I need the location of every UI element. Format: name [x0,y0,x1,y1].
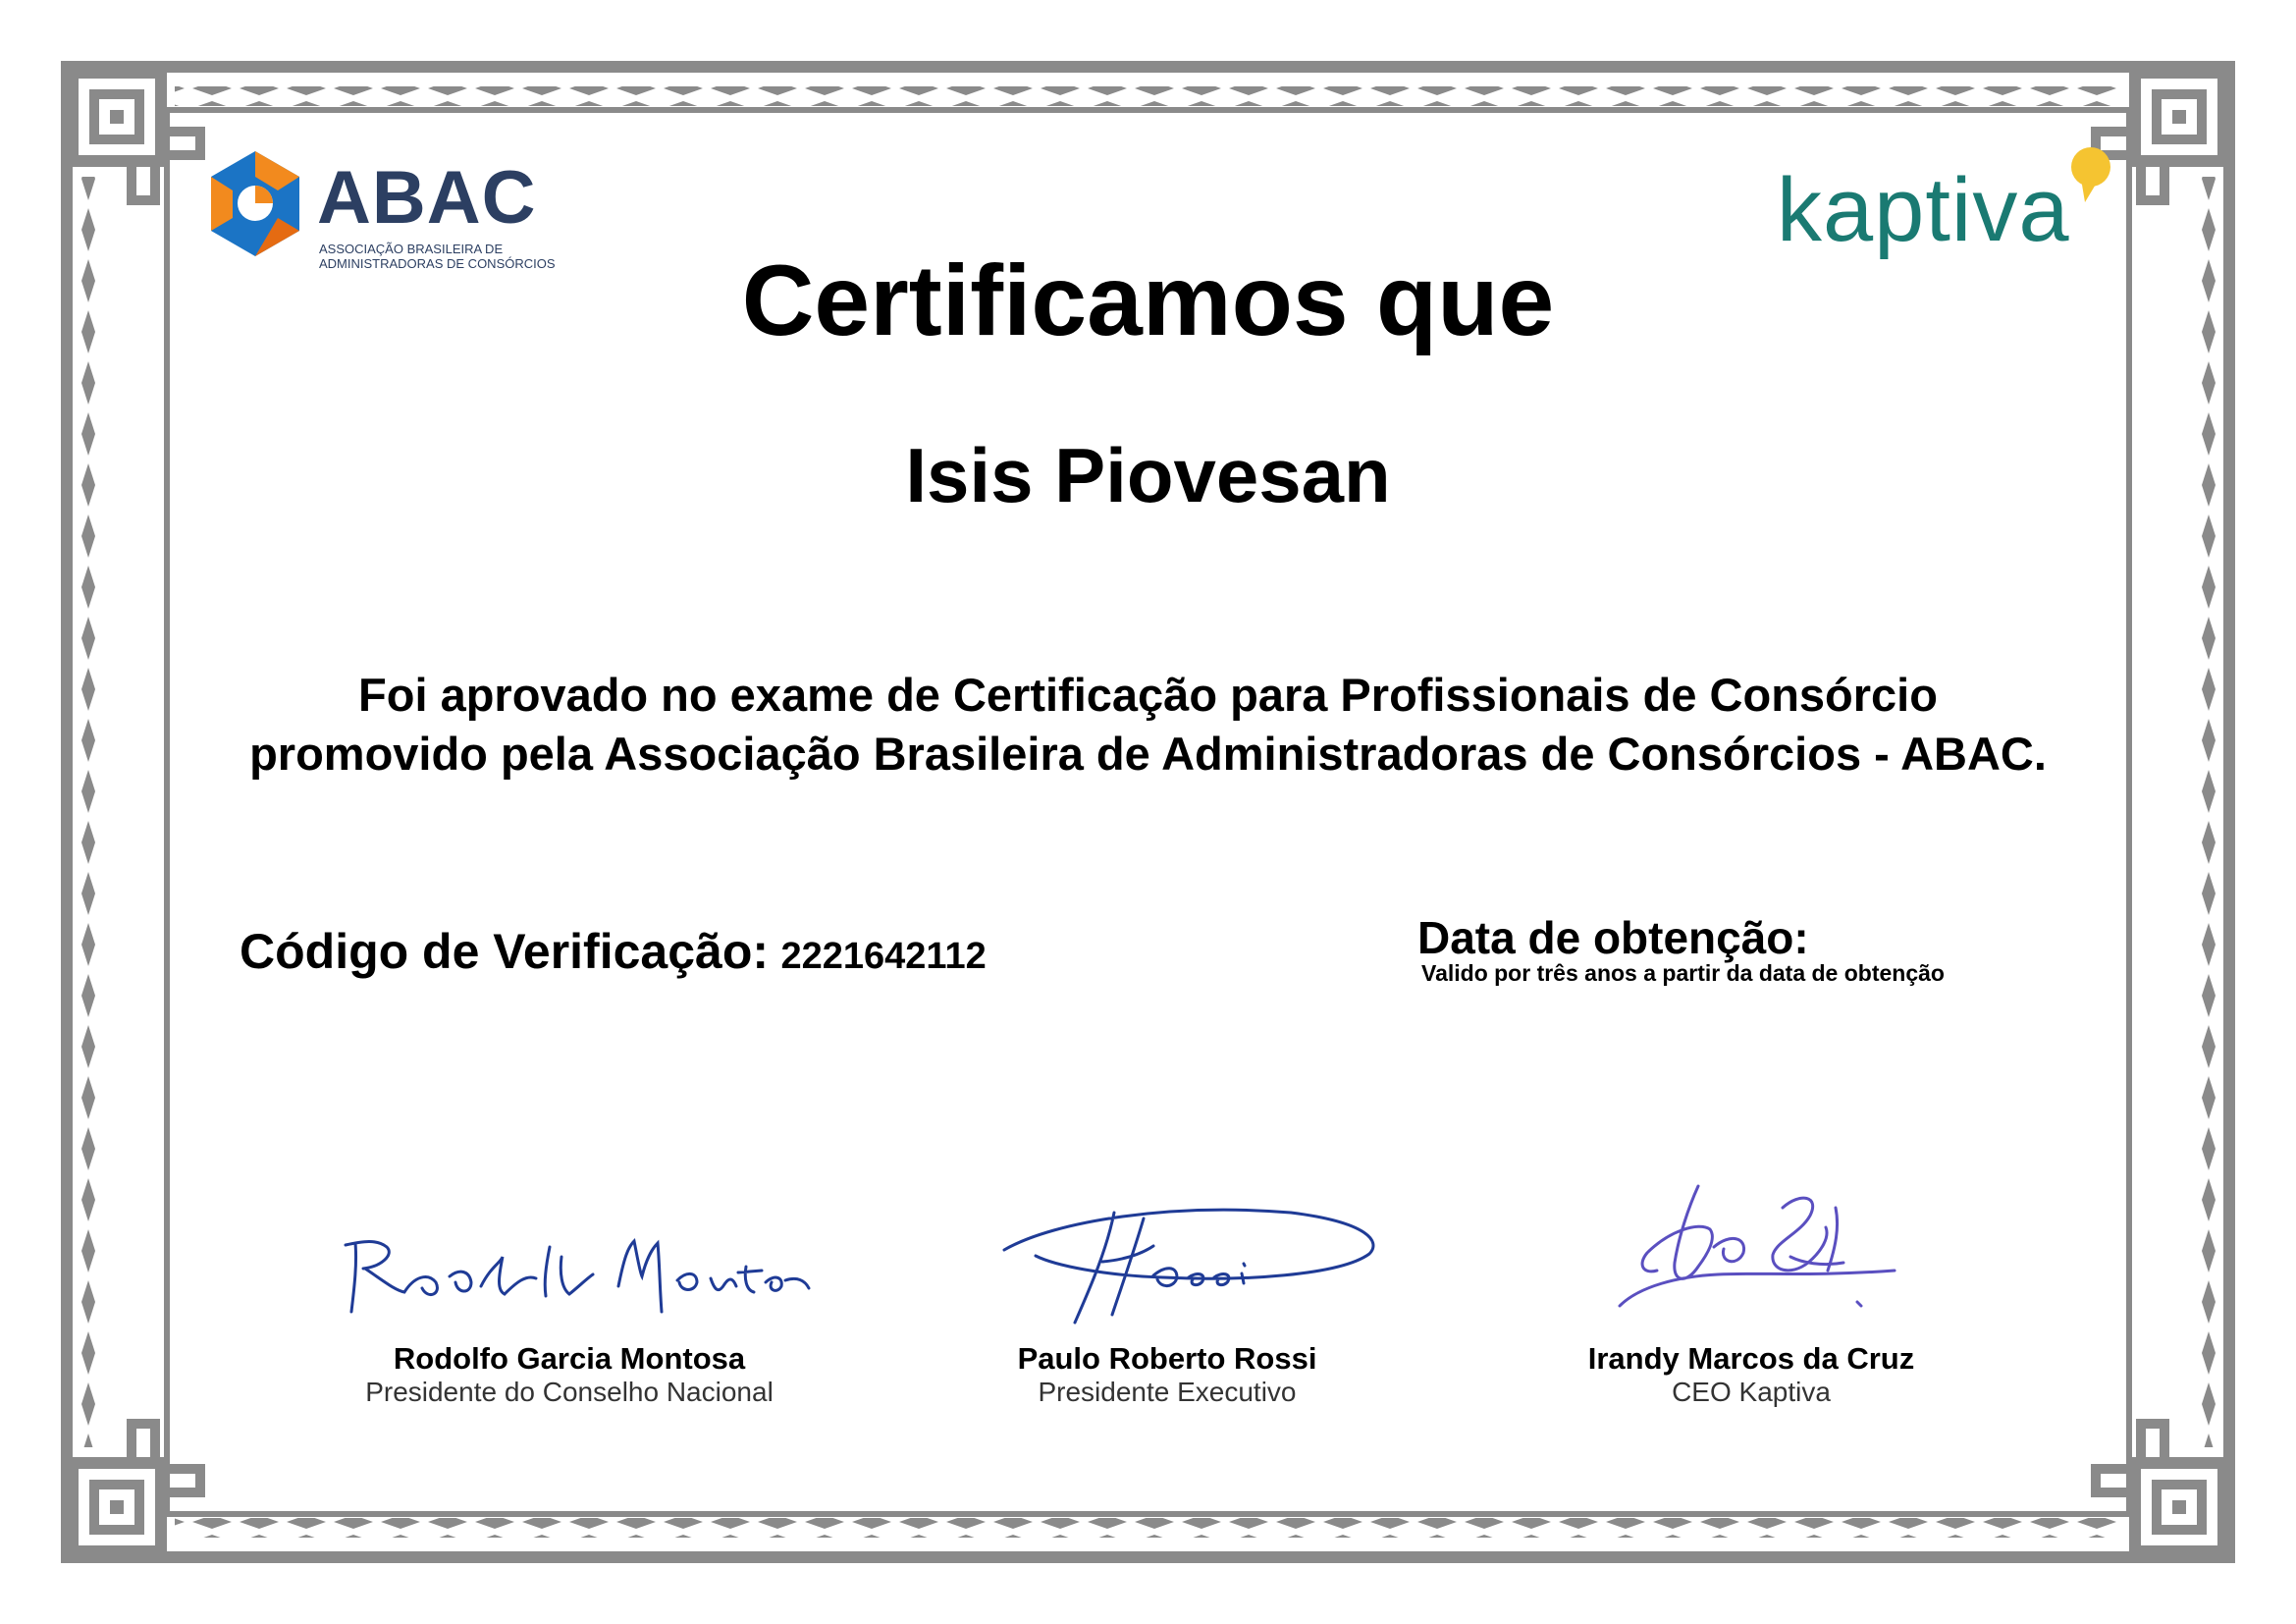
signer-name-2: Paulo Roberto Rossi [1017,1341,1317,1376]
abac-wordmark: ABAC [317,156,537,240]
recipient-name: Isis Piovesan [905,432,1391,518]
signer-role-3: CEO Kaptiva [1672,1377,1831,1407]
verification-code-label: Código de Verificação: [240,924,770,979]
verification-code-value: 2221642112 [780,936,987,977]
signer-name-1: Rodolfo Garcia Montosa [393,1341,746,1376]
approval-text-line2: promovido pela Associação Brasileira de Administradoras de Consórcios - ABAC. [249,728,2047,780]
signature-paulo-rossi [996,1193,1389,1335]
signer-name-3: Irandy Marcos da Cruz [1587,1341,1915,1376]
speech-bubble-icon [2067,145,2114,204]
validity-note: Valido por três anos a partir da data de obtenção [1421,960,1945,986]
signer-role-2: Presidente Executivo [1038,1377,1297,1407]
kaptiva-wordmark: kaptiva [1777,160,2070,260]
signature-irandy-cruz [1600,1168,1904,1321]
certificate-title: Certificamos que [741,244,1555,356]
approval-text-line1: Foi aprovado no exame de Certificação para Profissionais de Consórcio [358,669,1938,721]
signature-rodolfo-montosa [334,1218,815,1326]
verification-code-block [240,923,987,980]
signer-role-1: Presidente do Conselho Nacional [365,1377,774,1407]
abac-subtitle-line2: ADMINISTRADORAS DE CONSÓRCIOS [319,256,556,271]
date-obtained-label: Data de obtenção: [1417,912,1809,963]
abac-subtitle-line1: ASSOCIAÇÃO BRASILEIRA DE [319,242,504,256]
